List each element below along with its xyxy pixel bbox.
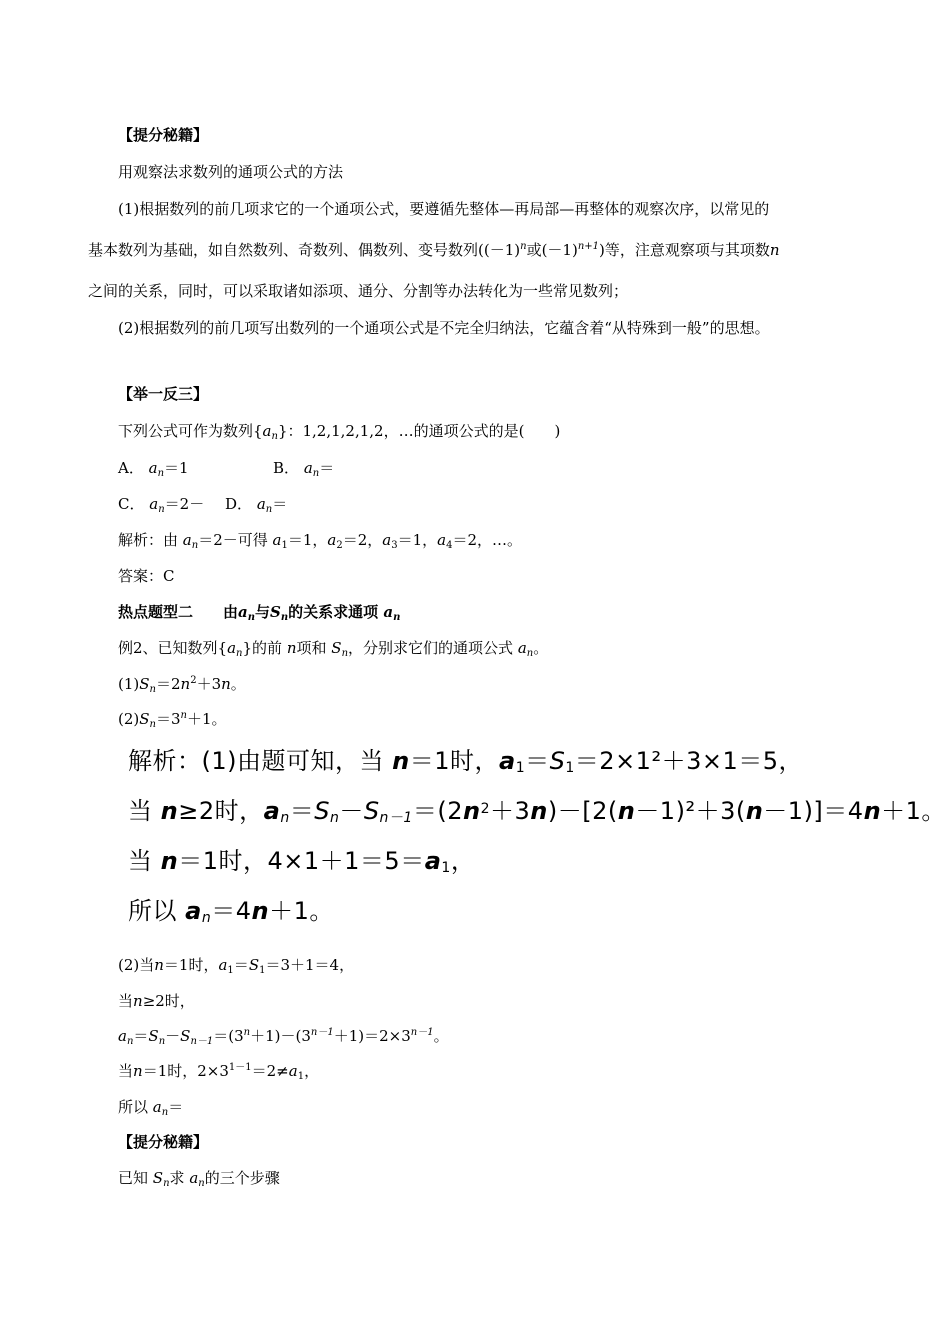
case2-line-3: $a_n=S_n-S_{n-1}=(3^n+1)-(3^{n-1}+1)=2\times 3^{n-1}$。 xyxy=(118,1027,449,1047)
solution-image xyxy=(118,742,946,942)
case2-line-4: 当n＝1时，$2\times 3^{1-1}=2\ne a_1$， xyxy=(118,1062,320,1082)
image-line-2: 当 n≥2时，$a_n=S_n-S_{n-1}=(2n^2+3n)-[2(n-1)^2+3(n-1)]=4n+1$。 xyxy=(128,797,946,826)
method-p1-line1: (1)根据数列的前几项求它的一个通项公式，要遵循先整体—再局部—再整体的观察次序，以常见的 xyxy=(118,200,770,218)
question-text: 下列公式可作为数列$\{a_n\}$：1,2,1,2,1,2，…的通项公式的是( ) xyxy=(118,422,561,442)
tifen-heading-2: 【提分秘籍】 xyxy=(118,1133,209,1151)
case2-line-2: 当n≥2时， xyxy=(118,992,195,1010)
method-p2: (2)根据数列的前几项写出数列的一个通项公式是不完全归纳法，它蕴含着“从特殊到一般”的思想。 xyxy=(118,319,770,337)
solution-text: 解析：由 $a_n=2-$可得 $a_1=1$，$a_2=2$，$a_3=1$，$a_4=2$，…。 xyxy=(118,531,523,551)
method-intro: 用观察法求数列的通项公式的方法 xyxy=(118,163,344,181)
case2-line-5: 所以 $a_n=$ xyxy=(118,1098,184,1118)
option-a: A． $a_n=1$ xyxy=(118,459,189,479)
option-d: D． $a_n=$ xyxy=(225,495,288,515)
image-line-3: 当 n＝1时，$4\times 1+1=5=a_1$， xyxy=(128,847,476,876)
option-b: B． $a_n=$ xyxy=(273,459,335,479)
method-p1-line2: 基本数列为基础，如自然数列、奇数列、偶数列、变号数列($(-1)^n$或$(-1)^{n+1}$)等，注意观察项与其项数n xyxy=(88,241,780,259)
method-p1-line3: 之间的关系，同时，可以采取诸如添项、通分、分割等办法转化为一些常见数列； xyxy=(88,282,629,300)
steps-intro: 已知 $S_n$求 $a_n$的三个步骤 xyxy=(118,1169,280,1189)
example-case-2: $(2)S_n=3^n+1$。 xyxy=(118,710,227,730)
tifen-heading-1: 【提分秘籍】 xyxy=(118,126,209,144)
example-2-text: 例2、已知数列$\{a_n\}$的前 n项和 $S_n$，分别求它们的通项公式 $a_n$。 xyxy=(118,639,549,659)
image-line-1: 解析：(1)由题可知，当 n＝1时，$a_1=S_1=2\times 1^2+3\times 1=5$， xyxy=(128,747,803,776)
option-c: C． $a_n=2-$ xyxy=(118,495,205,515)
example-case-1: $(1)S_n=2n^2+3n$。 xyxy=(118,675,246,695)
case2-line-1: (2)当n＝1时，$a_1=S_1=3+1=4$， xyxy=(118,956,355,976)
answer-text: 答案：C xyxy=(118,567,175,585)
juyifansan-heading: 【举一反三】 xyxy=(118,385,209,403)
image-line-4: 所以 $a_n=4n+1$。 xyxy=(128,897,334,926)
hot-topic-title: 热点题型二 由$a_n$与$S_n$的关系求通项 $a_n$ xyxy=(118,603,401,623)
